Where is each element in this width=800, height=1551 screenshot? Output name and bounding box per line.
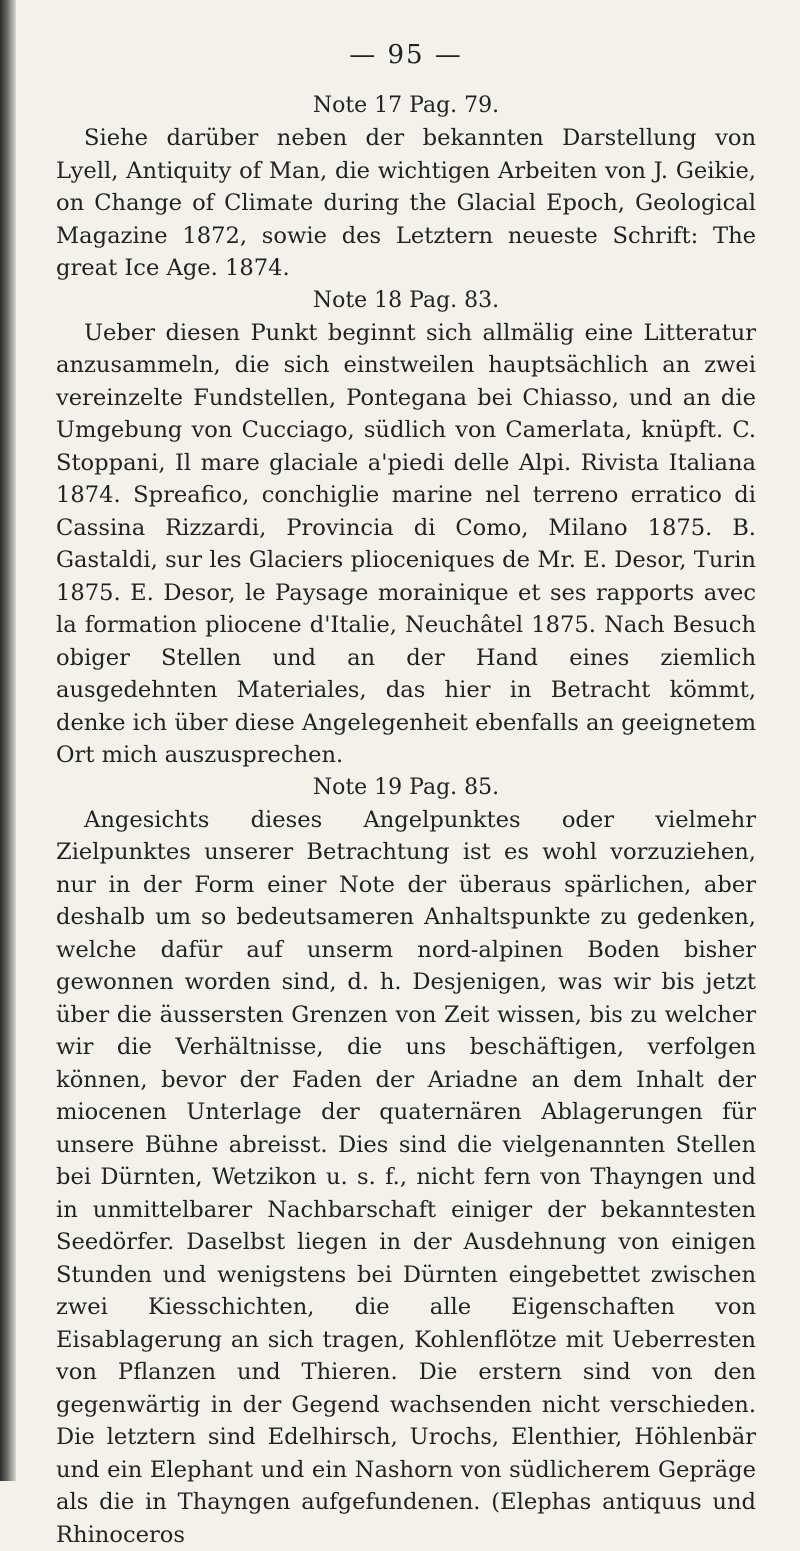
note-19-text: Angesichts dieses Angelpunktes oder vielmehr Zielpunktes unserer Betrachtung ist es wohl vorzuziehen, nur in der Form einer Note der überaus spärlichen, aber deshalb um so bedeutsameren Anhaltspunkte zu gedenken, welche dafür auf unserm nord-alpinen Boden bisher gewonnen worden sind, d. h. Desjenigen, was wir bis jetzt über die äussersten Grenzen von Zeit wissen, bis zu welcher wir die Verhältnisse, die uns beschäftigen, verfolgen können, bevor der Faden der Ariadne an dem Inhalt der miocenen Unterlage der quaternären Ablagerungen für unsere Bühne abreisst. Dies sind die vielgenannten Stellen bei Dürnten, Wetzikon u. s. f., nicht fern von Thayngen und in unmittelbarer Nachbarschaft einiger der bekanntesten Seedörfer. Daselbst liegen in der Ausdehnung von einigen Stunden und wenigstens bei Dürnten eingebettet zwischen zwei Kiesschichten, die alle Eigenschaften von Eisablagerung an sich tragen, Kohlenflötze mit Ueberresten von Pflanzen und Thieren. Die erstern sind von den gegenwärtig in der Gegend wachsenden nicht verschieden. Die letztern sind Edelhirsch, Urochs, Elenthier, Höhlenbär und ein Elephant und ein Nashorn von südlicherem Gepräge als die in Thayngen aufgefundenen. (Elephas antiquus und Rhinoceros [56,804,756,1551]
page-number: — 95 — [56,40,756,70]
book-spine-shadow [0,0,16,1481]
note-17-heading: Note 17 Pag. 79. [56,90,756,122]
note-18-text: Ueber diesen Punkt beginnt sich allmälig eine Litteratur anzusammeln, die sich einstweilen hauptsächlich an zwei vereinzelte Fundstellen, Pontegana bei Chiasso, und an die Umgebung von Cucciago, südlich von Camerlata, knüpft. C. Stoppani, Il mare glaciale a'piedi delle Alpi. Rivista Italiana 1874. Spreafico, conchiglie marine nel terreno erratico di Cassina Rizzardi, Provincia di Como, Milano 1875. B. Gastaldi, sur les Glaciers plioceniques de Mr. E. Desor, Turin 1875. E. Desor, le Paysage morainique et ses rapports avec la formation pliocene d'Italie, Neuchâtel 1875. Nach Besuch obiger Stellen und an der Hand eines ziemlich ausgedehnten Materiales, das hier in Betracht kömmt, denke ich über diese Angelegenheit ebenfalls an geeignetem Ort mich auszusprechen. [56,317,756,772]
note-17-text: Siehe darüber neben der bekannten Darstellung von Lyell, Antiquity of Man, die wichtigen Arbeiten von J. Geikie, on Change of Climate during the Glacial Epoch, Geological Magazine 1872, sowie des Letztern neueste Schrift: The great Ice Age. 1874. [56,122,756,285]
note-19-heading: Note 19 Pag. 85. [56,772,756,804]
book-page [56,40,756,1551]
note-18-heading: Note 18 Pag. 83. [56,285,756,317]
